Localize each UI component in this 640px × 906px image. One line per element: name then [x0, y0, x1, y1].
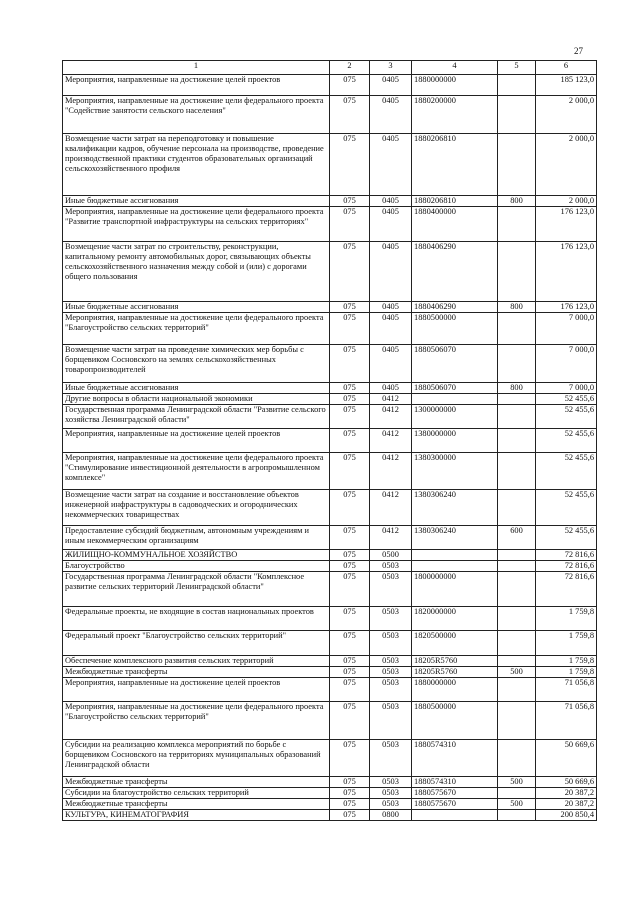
- row-sum: 72 816,6: [536, 550, 597, 561]
- row-vr-code: [498, 134, 536, 196]
- row-rz-code: 0412: [370, 405, 412, 429]
- row-name: Субсидии на реализацию комплекса мероприятий по борьбе с борщевиком Сосновского на территориях муниципальных образований Ленинградской области: [63, 740, 330, 777]
- row-sum: 1 759,8: [536, 667, 597, 678]
- row-sum: 52 455,6: [536, 453, 597, 490]
- row-vr-code: 600: [498, 526, 536, 550]
- row-name: Иные бюджетные ассигнования: [63, 196, 330, 207]
- row-cs-code: 1880406290: [412, 302, 498, 313]
- row-name: Мероприятия, направленные на достижение цели федерального проекта "Благоустройство сельских территорий": [63, 702, 330, 740]
- table-row: [63, 207, 597, 242]
- row-sum: 1 759,8: [536, 656, 597, 667]
- row-rz-code: 0405: [370, 383, 412, 394]
- row-rz-code: 0405: [370, 345, 412, 383]
- column-header-gr: 2: [330, 61, 370, 75]
- row-rz-code: 0503: [370, 702, 412, 740]
- row-vr-code: 800: [498, 302, 536, 313]
- row-vr-code: [498, 75, 536, 96]
- row-cs-code: 1380306240: [412, 526, 498, 550]
- row-cs-code: 1880506070: [412, 383, 498, 394]
- row-name: Государственная программа Ленинградской области "Развитие сельского хозяйства Ленинградской области": [63, 405, 330, 429]
- row-cs-code: 1880574310: [412, 740, 498, 777]
- row-name: Иные бюджетные ассигнования: [63, 302, 330, 313]
- table-row: [63, 453, 597, 490]
- table-row: [63, 405, 597, 429]
- row-gr-code: 075: [330, 490, 370, 526]
- table-row: [63, 526, 597, 550]
- row-name: Мероприятия, направленные на достижение целей проектов: [63, 429, 330, 453]
- row-rz-code: 0503: [370, 656, 412, 667]
- row-rz-code: 0412: [370, 429, 412, 453]
- row-rz-code: 0405: [370, 134, 412, 196]
- row-sum: 200 850,4: [536, 810, 597, 821]
- row-sum: 72 816,6: [536, 572, 597, 607]
- row-vr-code: [498, 394, 536, 405]
- row-rz-code: 0500: [370, 550, 412, 561]
- row-gr-code: 075: [330, 196, 370, 207]
- row-vr-code: [498, 678, 536, 702]
- row-vr-code: 500: [498, 667, 536, 678]
- row-rz-code: 0503: [370, 561, 412, 572]
- row-sum: 2 000,0: [536, 134, 597, 196]
- table-row: [63, 777, 597, 788]
- row-name: ЖИЛИЩНО-КОММУНАЛЬНОЕ ХОЗЯЙСТВО: [63, 550, 330, 561]
- row-sum: 176 123,0: [536, 207, 597, 242]
- table-row: [63, 788, 597, 799]
- row-name: Иные бюджетные ассигнования: [63, 383, 330, 394]
- row-gr-code: 075: [330, 572, 370, 607]
- table-row: [63, 810, 597, 821]
- row-sum: 20 387,2: [536, 788, 597, 799]
- row-rz-code: 0503: [370, 799, 412, 810]
- row-vr-code: [498, 572, 536, 607]
- table-row: [63, 242, 597, 302]
- table-row: [63, 678, 597, 702]
- column-header-vr: 5: [498, 61, 536, 75]
- row-sum: 72 816,6: [536, 561, 597, 572]
- row-name: Другие вопросы в области национальной экономики: [63, 394, 330, 405]
- row-cs-code: 18205R5760: [412, 656, 498, 667]
- row-sum: 1 759,8: [536, 607, 597, 631]
- row-name: Мероприятия, направленные на достижение цели федерального проекта "Развитие транспортной инфраструктуры на сельских территориях": [63, 207, 330, 242]
- row-gr-code: 075: [330, 302, 370, 313]
- table-row: [63, 345, 597, 383]
- row-vr-code: [498, 788, 536, 799]
- row-sum: 52 455,6: [536, 526, 597, 550]
- row-cs-code: 1880500000: [412, 313, 498, 345]
- column-header-rz: 3: [370, 61, 412, 75]
- row-vr-code: 500: [498, 777, 536, 788]
- row-sum: 185 123,0: [536, 75, 597, 96]
- row-rz-code: 0405: [370, 242, 412, 302]
- row-cs-code: 1880406290: [412, 242, 498, 302]
- table-row: [63, 134, 597, 196]
- row-rz-code: 0503: [370, 740, 412, 777]
- row-gr-code: 075: [330, 631, 370, 656]
- row-name: Межбюджетные трансферты: [63, 777, 330, 788]
- row-cs-code: 1380000000: [412, 429, 498, 453]
- row-rz-code: 0503: [370, 678, 412, 702]
- row-gr-code: 075: [330, 405, 370, 429]
- row-sum: 52 455,6: [536, 429, 597, 453]
- row-cs-code: 1880506070: [412, 345, 498, 383]
- row-rz-code: 0412: [370, 526, 412, 550]
- row-rz-code: 0412: [370, 490, 412, 526]
- row-rz-code: 0503: [370, 572, 412, 607]
- row-rz-code: 0405: [370, 75, 412, 96]
- table-row: [63, 631, 597, 656]
- row-vr-code: [498, 607, 536, 631]
- column-header-name: 1: [63, 61, 330, 75]
- row-sum: 52 455,6: [536, 405, 597, 429]
- row-gr-code: 075: [330, 561, 370, 572]
- row-sum: 7 000,0: [536, 313, 597, 345]
- table-row: [63, 302, 597, 313]
- table-row: [63, 656, 597, 667]
- table-row: [63, 667, 597, 678]
- row-rz-code: 0412: [370, 453, 412, 490]
- row-cs-code: 1880574310: [412, 777, 498, 788]
- row-gr-code: 075: [330, 607, 370, 631]
- row-vr-code: [498, 405, 536, 429]
- row-cs-code: 1880575670: [412, 788, 498, 799]
- table-row: [63, 394, 597, 405]
- row-sum: 50 669,6: [536, 740, 597, 777]
- row-name: Возмещение части затрат на переподготовку и повышение квалификации кадров, обучение персонала на производстве, проведение производственной практики студентов образовательных организаций сельскохозяйственного профиля: [63, 134, 330, 196]
- table-row: [63, 313, 597, 345]
- row-name: Возмещение части затрат по строительству, реконструкции, капитальному ремонту автомобильных дорог, связывающих объекты сельскохозяйственного назначения между собой и (или) с дорогами общего пользования: [63, 242, 330, 302]
- row-gr-code: 075: [330, 345, 370, 383]
- row-vr-code: [498, 429, 536, 453]
- row-name: Обеспечение комплексного развития сельских территорий: [63, 656, 330, 667]
- row-name: Мероприятия, направленные на достижение целей проектов: [63, 75, 330, 96]
- row-rz-code: 0800: [370, 810, 412, 821]
- row-sum: 7 000,0: [536, 345, 597, 383]
- row-sum: 1 759,8: [536, 631, 597, 656]
- row-name: Мероприятия, направленные на достижение цели федерального проекта "Содействие занятости сельского населения": [63, 96, 330, 134]
- row-sum: 2 000,0: [536, 196, 597, 207]
- row-vr-code: [498, 490, 536, 526]
- row-name: Федеральные проекты, не входящие в состав национальных проектов: [63, 607, 330, 631]
- row-name: КУЛЬТУРА, КИНЕМАТОГРАФИЯ: [63, 810, 330, 821]
- row-sum: 52 455,6: [536, 490, 597, 526]
- table-row: [63, 75, 597, 96]
- row-rz-code: 0503: [370, 788, 412, 799]
- row-cs-code: 1820000000: [412, 607, 498, 631]
- row-vr-code: [498, 96, 536, 134]
- row-cs-code: 1880000000: [412, 678, 498, 702]
- row-sum: 7 000,0: [536, 383, 597, 394]
- row-gr-code: 075: [330, 667, 370, 678]
- table-row: [63, 702, 597, 740]
- row-vr-code: 800: [498, 196, 536, 207]
- column-header-sum: 6: [536, 61, 597, 75]
- row-cs-code: [412, 561, 498, 572]
- table-row: [63, 383, 597, 394]
- row-rz-code: 0412: [370, 394, 412, 405]
- row-sum: 50 669,6: [536, 777, 597, 788]
- row-gr-code: 075: [330, 134, 370, 196]
- table-row: [63, 96, 597, 134]
- row-gr-code: 075: [330, 313, 370, 345]
- column-header-cs: 4: [412, 61, 498, 75]
- table-row: [63, 799, 597, 810]
- row-gr-code: 075: [330, 96, 370, 134]
- row-vr-code: [498, 313, 536, 345]
- row-cs-code: [412, 550, 498, 561]
- row-sum: 176 123,0: [536, 302, 597, 313]
- table-row: [63, 572, 597, 607]
- row-rz-code: 0405: [370, 302, 412, 313]
- budget-table: [62, 60, 597, 821]
- table-row: [63, 607, 597, 631]
- row-name: Возмещение части затрат на создание и восстановление объектов инженерной инфраструктуры в садоводческих и огороднических некоммерческих товариществах: [63, 490, 330, 526]
- row-name: Мероприятия, направленные на достижение целей проектов: [63, 678, 330, 702]
- row-cs-code: 1880200000: [412, 96, 498, 134]
- row-gr-code: 075: [330, 526, 370, 550]
- row-vr-code: [498, 550, 536, 561]
- row-name: Предоставление субсидий бюджетным, автономным учреждениям и иным некоммерческим организациям: [63, 526, 330, 550]
- row-cs-code: 1880400000: [412, 207, 498, 242]
- row-gr-code: 075: [330, 740, 370, 777]
- row-gr-code: 075: [330, 429, 370, 453]
- row-vr-code: [498, 345, 536, 383]
- row-rz-code: 0503: [370, 607, 412, 631]
- row-cs-code: 1880206810: [412, 134, 498, 196]
- row-cs-code: 1820500000: [412, 631, 498, 656]
- row-vr-code: [498, 631, 536, 656]
- row-vr-code: [498, 207, 536, 242]
- row-gr-code: 075: [330, 383, 370, 394]
- table-header-row: [63, 61, 597, 75]
- row-name: Благоустройство: [63, 561, 330, 572]
- row-vr-code: [498, 561, 536, 572]
- row-cs-code: [412, 810, 498, 821]
- row-gr-code: 075: [330, 678, 370, 702]
- row-sum: 2 000,0: [536, 96, 597, 134]
- row-gr-code: 075: [330, 453, 370, 490]
- row-cs-code: 1880500000: [412, 702, 498, 740]
- row-rz-code: 0405: [370, 96, 412, 134]
- row-sum: 71 056,8: [536, 702, 597, 740]
- row-cs-code: 1800000000: [412, 572, 498, 607]
- page-number: 27: [574, 46, 583, 56]
- row-name: Мероприятия, направленные на достижение цели федерального проекта "Благоустройство сельских территорий": [63, 313, 330, 345]
- table-row: [63, 550, 597, 561]
- row-gr-code: 075: [330, 810, 370, 821]
- row-sum: 176 123,0: [536, 242, 597, 302]
- row-name: Субсидии на благоустройство сельских территорий: [63, 788, 330, 799]
- row-rz-code: 0405: [370, 196, 412, 207]
- row-gr-code: 075: [330, 788, 370, 799]
- table-row: [63, 561, 597, 572]
- table-row: [63, 490, 597, 526]
- row-rz-code: 0503: [370, 777, 412, 788]
- table-row: [63, 740, 597, 777]
- row-name: Государственная программа Ленинградской области "Комплексное развитие сельских территорий Ленинградской области": [63, 572, 330, 607]
- row-cs-code: 1880575670: [412, 799, 498, 810]
- row-vr-code: [498, 702, 536, 740]
- row-rz-code: 0503: [370, 667, 412, 678]
- row-vr-code: 500: [498, 799, 536, 810]
- row-rz-code: 0405: [370, 313, 412, 345]
- row-gr-code: 075: [330, 702, 370, 740]
- row-name: Межбюджетные трансферты: [63, 799, 330, 810]
- row-sum: 20 387,2: [536, 799, 597, 810]
- row-rz-code: 0503: [370, 631, 412, 656]
- row-gr-code: 075: [330, 656, 370, 667]
- row-name: Возмещение части затрат на проведение химических мер борьбы с борщевиком Сосновского на землях сельскохозяйственных товаропроизводителей: [63, 345, 330, 383]
- row-gr-code: 075: [330, 394, 370, 405]
- row-cs-code: 1880206810: [412, 196, 498, 207]
- row-vr-code: [498, 810, 536, 821]
- row-vr-code: [498, 740, 536, 777]
- row-cs-code: 1380300000: [412, 453, 498, 490]
- table-row: [63, 429, 597, 453]
- row-name: Межбюджетные трансферты: [63, 667, 330, 678]
- row-cs-code: [412, 394, 498, 405]
- row-vr-code: [498, 242, 536, 302]
- row-name: Мероприятия, направленные на достижение цели федерального проекта "Стимулирование инвестиционной деятельности в агропромышленном комплексе": [63, 453, 330, 490]
- row-cs-code: 18205R5760: [412, 667, 498, 678]
- row-gr-code: 075: [330, 550, 370, 561]
- row-name: Федеральный проект "Благоустройство сельских территорий": [63, 631, 330, 656]
- table-row: [63, 196, 597, 207]
- row-gr-code: 075: [330, 207, 370, 242]
- row-sum: 71 056,8: [536, 678, 597, 702]
- row-sum: 52 455,6: [536, 394, 597, 405]
- row-cs-code: 1300000000: [412, 405, 498, 429]
- row-gr-code: 075: [330, 777, 370, 788]
- row-vr-code: [498, 453, 536, 490]
- row-vr-code: [498, 656, 536, 667]
- row-rz-code: 0405: [370, 207, 412, 242]
- row-gr-code: 075: [330, 242, 370, 302]
- row-cs-code: 1380306240: [412, 490, 498, 526]
- row-cs-code: 1880000000: [412, 75, 498, 96]
- row-gr-code: 075: [330, 799, 370, 810]
- row-gr-code: 075: [330, 75, 370, 96]
- row-vr-code: 800: [498, 383, 536, 394]
